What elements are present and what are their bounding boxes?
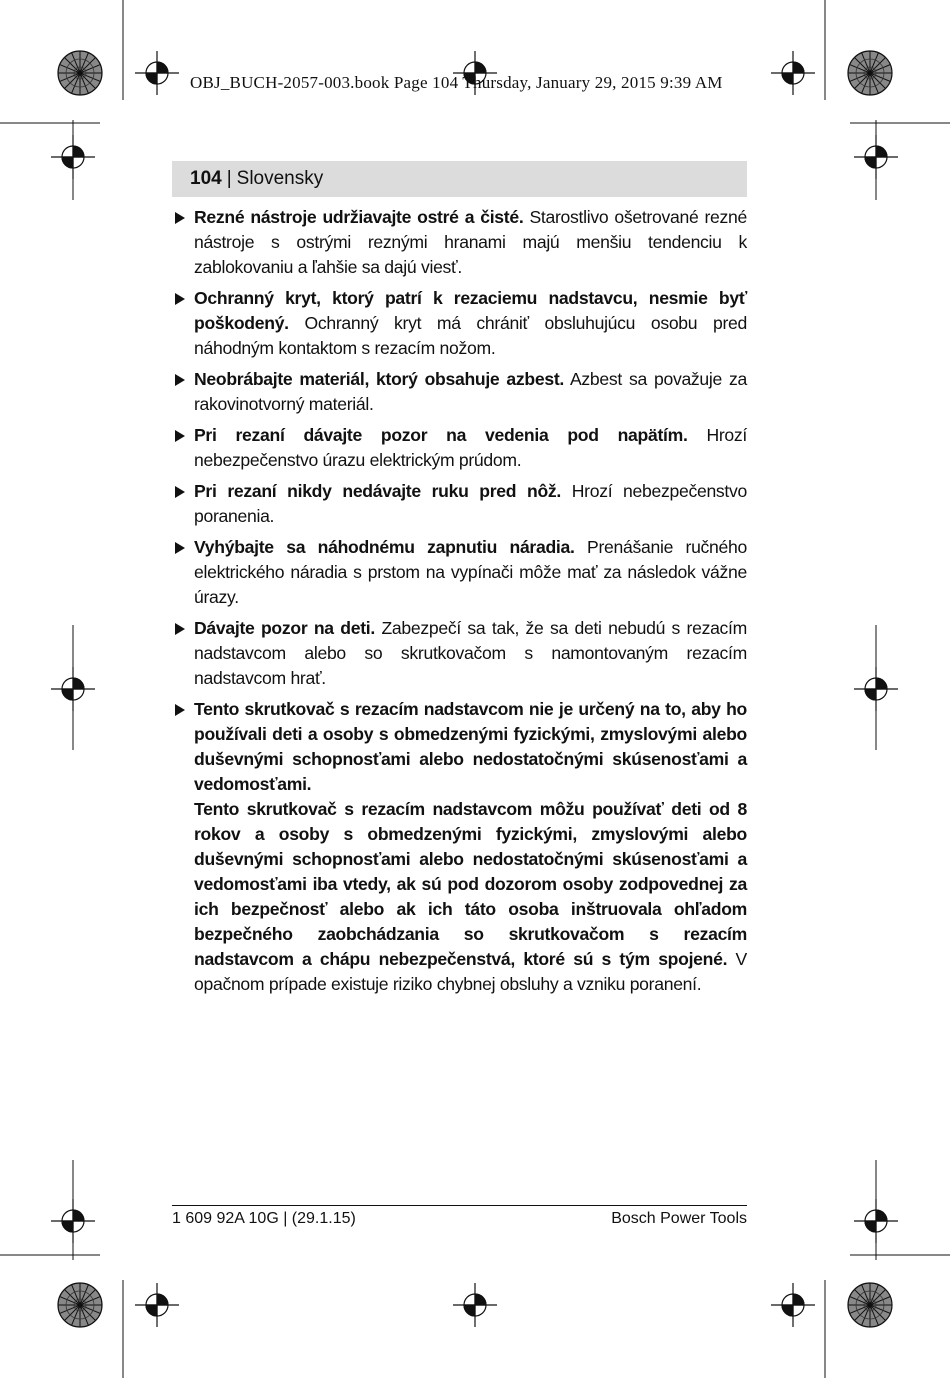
item-heading: Tento skrutkovač s rezacím nadstavcom nie je určený na to, aby ho používali deti a osoby s obmedzenými fyzickými, zmyslovými alebo duševnými schopnosťami alebo nedostatočnými skúsenosťami a vedomosťami. [194, 699, 747, 794]
item-heading: Pri rezaní dávajte pozor na vedenia pod napätím. [194, 425, 688, 445]
item-text: Ochranný kryt má chrániť obsluhujúcu osobu pred náhodným kontaktom s rezacím nožom. [194, 313, 747, 358]
bullet-triangle-icon [175, 430, 185, 442]
bullet-triangle-icon [175, 486, 185, 498]
book-file-info: OBJ_BUCH-2057-003.book Page 104 Thursday, January 29, 2015 9:39 AM [190, 73, 723, 92]
item-heading: Vyhýbajte sa náhodnému zapnutiu náradia. [194, 537, 575, 557]
page-number: 104 [190, 168, 222, 189]
bullet-triangle-icon [175, 212, 185, 224]
page-header [172, 161, 747, 197]
item-text: Starostlivo ošetrované rezné nástroje s ostrými reznými hranami majú menšiu tendenciu k zablokovaniu a ľahšie sa dajú viesť. [194, 207, 747, 277]
brand-name: Bosch Power Tools [611, 1210, 747, 1227]
list-item [172, 535, 747, 610]
footer-rule [172, 1205, 747, 1206]
bullet-triangle-icon [175, 623, 185, 635]
item-heading: Rezné nástroje udržiavajte ostré a čisté. [194, 207, 524, 227]
list-item [172, 367, 747, 417]
list-item [172, 697, 747, 997]
item-heading: Dávajte pozor na deti. [194, 618, 375, 638]
list-item [172, 423, 747, 473]
section-language: Slovensky [236, 168, 324, 189]
item-text: Hrozí nebezpečenstvo úrazu elektrickým prúdom. [194, 425, 747, 470]
item-text: Prenášanie ručného elektrického náradia s prstom na vypínači môže mať za následok vážne úrazy. [194, 537, 747, 607]
bullet-triangle-icon [175, 293, 185, 305]
item-text: Hrozí nebezpečenstvo poranenia. [194, 481, 747, 526]
item-heading: Pri rezaní nikdy nedávajte ruku pred nôž. [194, 481, 561, 501]
item-text: Zabezpečí sa tak, že sa deti nebudú s rezacím nadstavcom alebo so skrutkovačom s namontovaným rezacím nadstavcom hrať. [194, 618, 748, 688]
list-item [172, 616, 747, 691]
list-item [172, 479, 747, 529]
list-item [172, 286, 747, 361]
document-code: 1 609 92A 10G | (29.1.15) [172, 1210, 356, 1227]
header-separator: | [226, 168, 232, 189]
item-text: Azbest sa považuje za rakovinotvorný materiál. [194, 369, 747, 414]
bullet-triangle-icon [175, 542, 185, 554]
list-item [172, 205, 747, 280]
safety-instructions-list [172, 205, 747, 1003]
bullet-triangle-icon [175, 374, 185, 386]
item-heading: Neobrábajte materiál, ktorý obsahuje azbest. [194, 369, 564, 389]
item-heading: Ochranný kryt, ktorý patrí k rezaciemu nadstavcu, nesmie byť poškodený. [194, 288, 747, 333]
item-text: V opačnom prípade existuje riziko chybnej obsluhy a vzniku poranení. [194, 949, 747, 994]
bullet-triangle-icon [175, 704, 185, 716]
item-heading-continued: Tento skrutkovač s rezacím nadstavcom môžu používať deti od 8 rokov a osoby s obmedzenými fyzickými, zmyslovými alebo duševnými schopnosťami alebo nedostatočnými skúsenosťami a vedomosťami iba vtedy, ak sú pod dozorom osoby zodpovednej za ich bezpečnosť alebo ak ich táto osoba inštruovala ohľadom bezpečného zaobchádzania so skrutkovačom s rezacím nadstavcom a chápu nebezpečenstvá, ktoré sú s tým spojené. [194, 799, 747, 969]
